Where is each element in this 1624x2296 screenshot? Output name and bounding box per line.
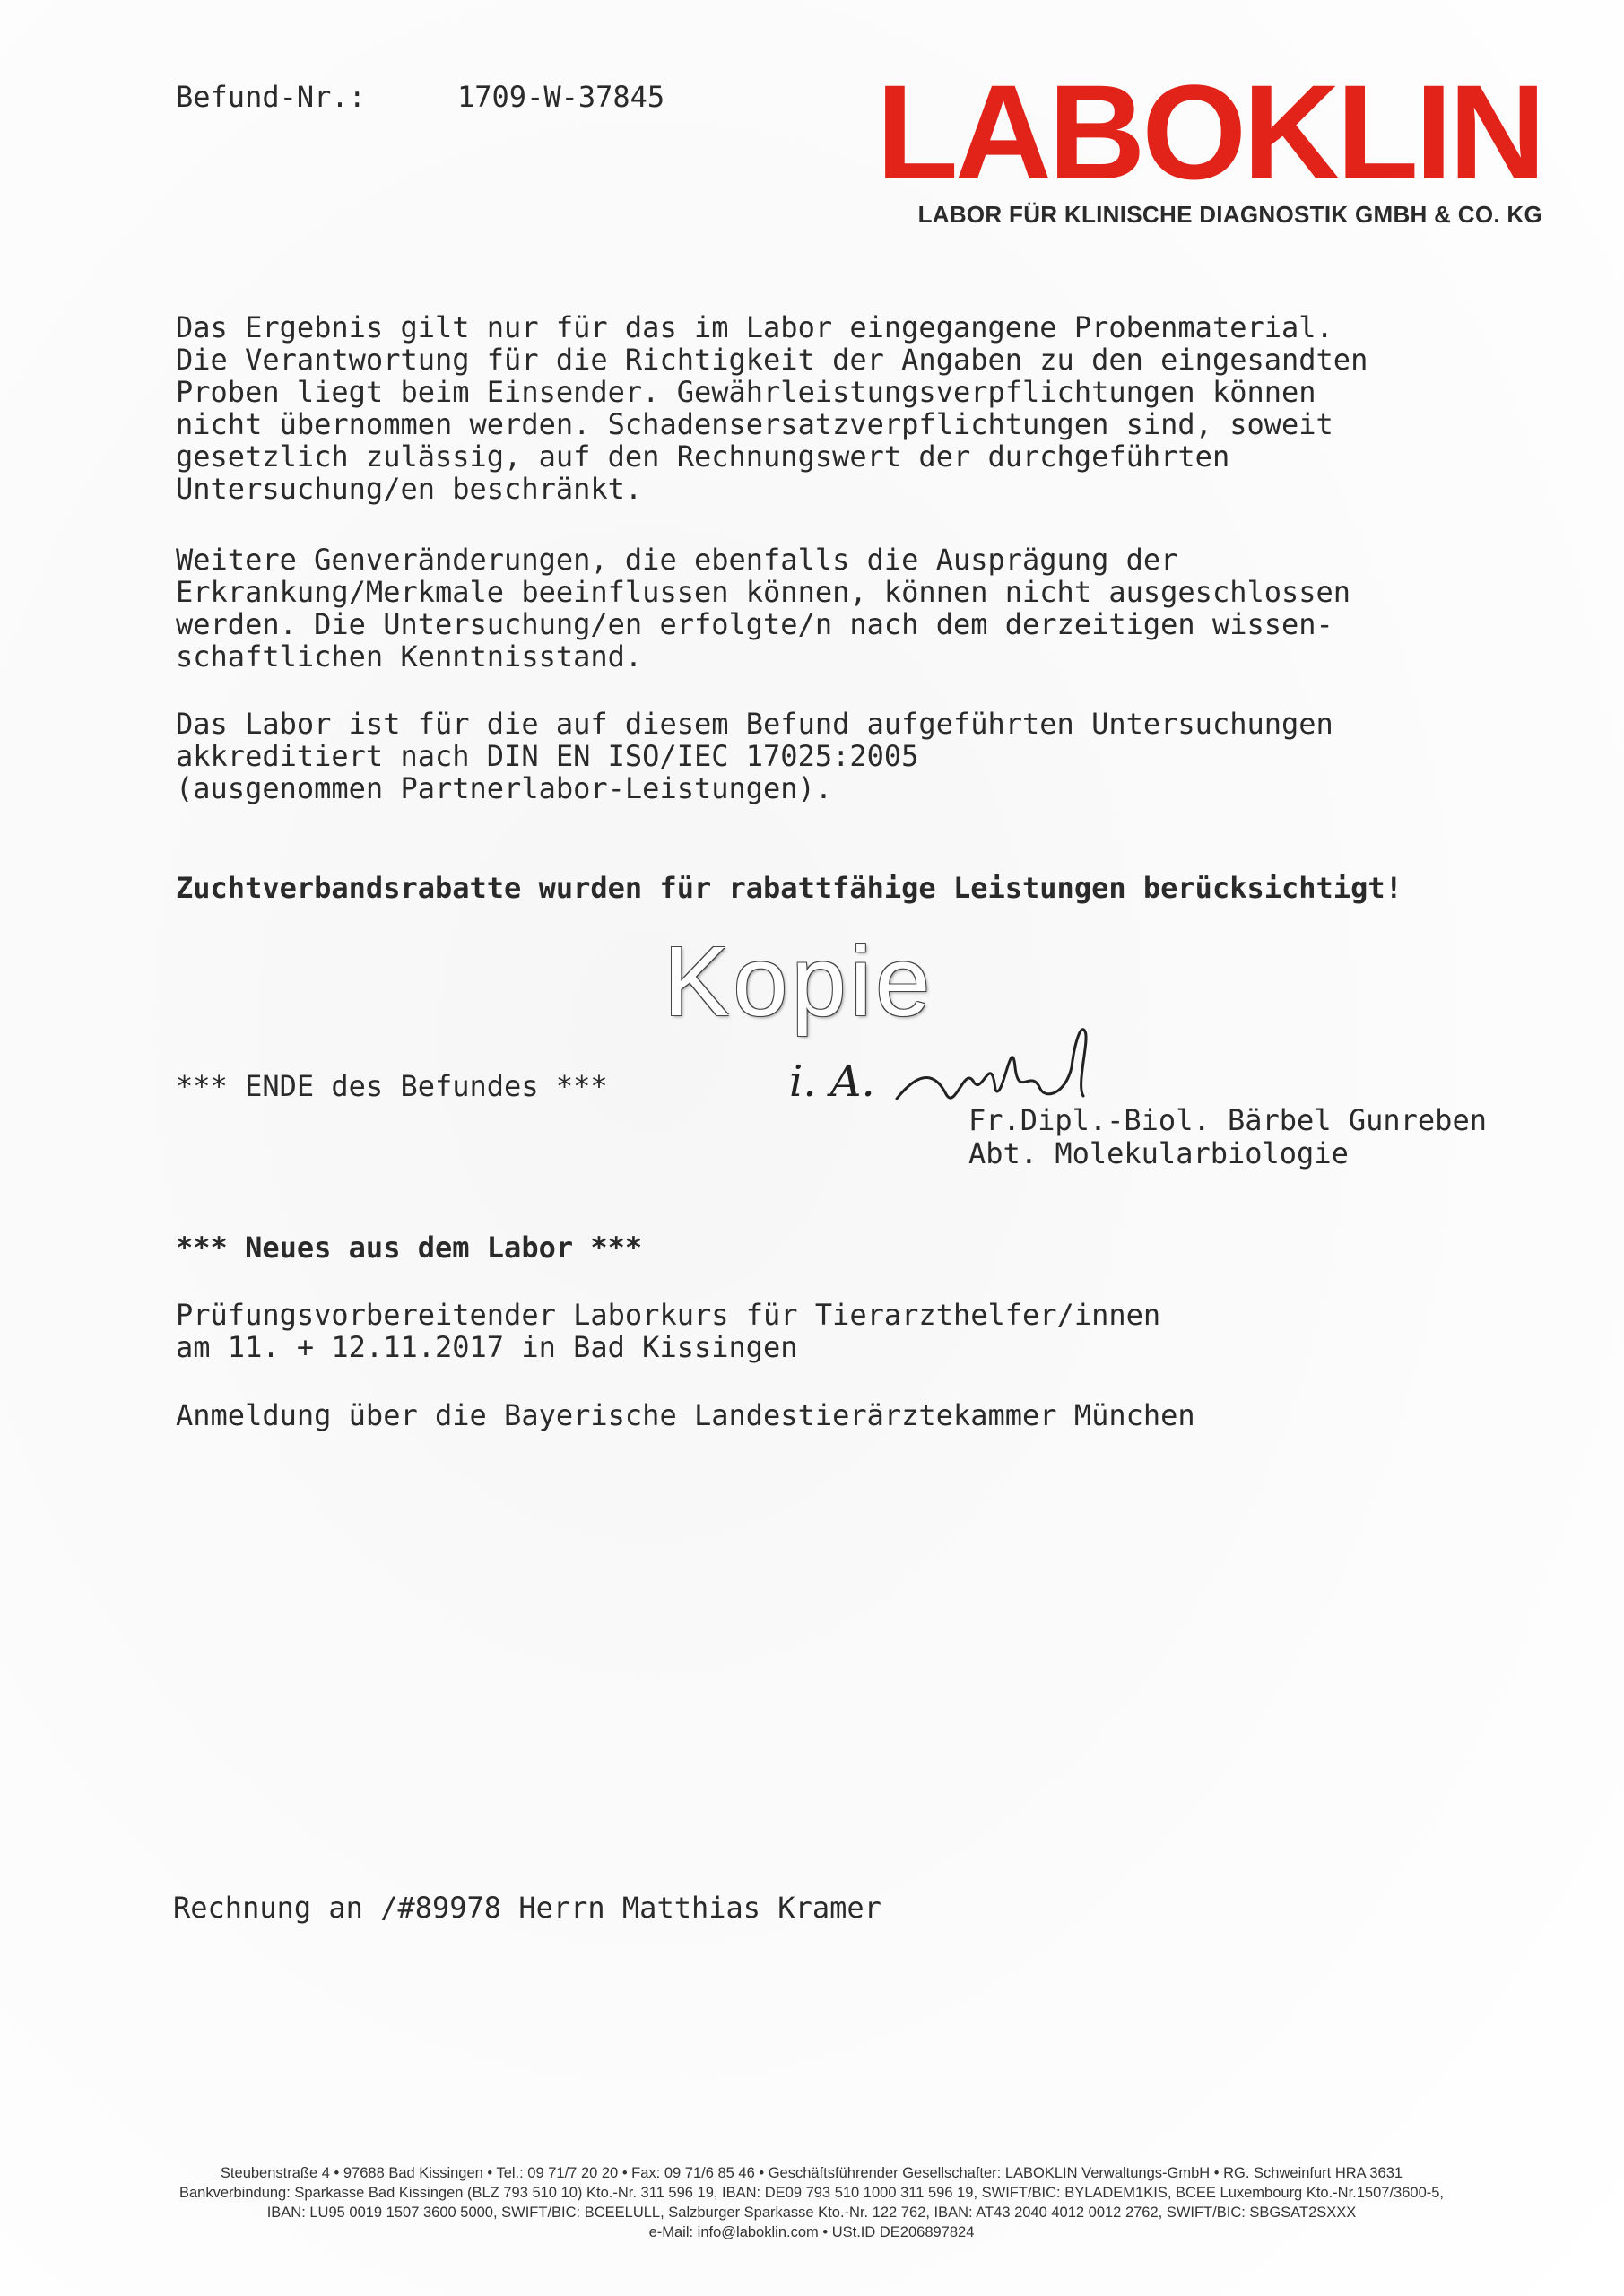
signer-department: Abt. Molekularbiologie bbox=[968, 1136, 1349, 1170]
news-course-line: Prüfungsvorbereitender Laborkurs für Tierarzthelfer/innen bbox=[176, 1298, 1161, 1332]
copy-stamp: Kopie bbox=[664, 926, 934, 1037]
disclaimer-paragraph: Das Ergebnis gilt nur für das im Labor eingegangene Probenmaterial. Die Verantwortung für die Richtigkeit der Angaben zu den eingesandten Proben liegt beim Einsender. Gewährleistungsverpflichtungen können nicht übernommen werden. Schadensersatzverpflichtungen sind, soweit gesetzlich zulässig, auf den Rechnungswert der durchgeführten Untersuchung/en beschränkt. bbox=[176, 310, 1368, 506]
logo-wordmark: LABOKLIN bbox=[876, 57, 1542, 207]
signature-prefix: i. A. bbox=[789, 1057, 875, 1107]
handwritten-signature bbox=[780, 1013, 1426, 1112]
discount-notice: Zuchtverbandsrabatte wurden für rabattfähige Leistungen berücksichtigt! bbox=[176, 871, 1403, 905]
laboklin-logo bbox=[825, 57, 1542, 228]
letterhead-footer bbox=[54, 2163, 1569, 2242]
end-of-report: *** ENDE des Befundes *** bbox=[176, 1069, 608, 1103]
footer-iban-line: IBAN: LU95 0019 1507 3600 5000, SWIFT/BIC: BCEELULL, Salzburger Sparkasse Kto.-Nr. 122 762, IBAN: AT43 2040 4012 0012 2762, SWIFT/BIC: SBGSAT2SXXX bbox=[266, 2205, 1357, 2221]
signer-name: Fr.Dipl.-Biol. Bärbel Gunreben bbox=[968, 1103, 1487, 1137]
footer-bank-line: Bankverbindung: Sparkasse Bad Kissingen (BLZ 793 510 10) Kto.-Nr. 311 596 19, IBAN: DE09 793 510 1000 311 596 19, SWIFT/BIC: BYLADEM1KIS, BCEE Luxembourg Kto.-Nr.1507/3600-5, bbox=[178, 2185, 1445, 2201]
logo-subtitle: LABOR FÜR KLINISCHE DIAGNOSTIK GMBH & CO. KG bbox=[917, 201, 1542, 228]
news-registration-line: Anmeldung über die Bayerische Landestierärztekammer München bbox=[176, 1398, 1195, 1432]
footer-contact-line: e-Mail: info@laboklin.com • USt.ID DE206897824 bbox=[648, 2224, 975, 2240]
accreditation-paragraph: Das Labor ist für die auf diesem Befund aufgeführten Untersuchungen akkreditiert nach DIN EN ISO/IEC 17025:2005 (ausgenommen Partnerlabor-Leistungen). bbox=[176, 707, 1333, 805]
footer-address-line: Steubenstraße 4 • 97688 Bad Kissingen • Tel.: 09 71/7 20 20 • Fax: 09 71/6 85 46 • Geschäftsführender Gesellschafter: LABOKLIN Verwaltungs-GmbH • RG. Schweinfurt HRA 3631 bbox=[220, 2165, 1403, 2181]
genetics-paragraph: Weitere Genveränderungen, die ebenfalls die Ausprägung der Erkrankung/Merkmale beeinflussen können, können nicht ausgeschlossen werden. Die Untersuchung/en erfolgte/n nach dem derzeitigen wissen- schaftlichen Kenntnisstand. bbox=[176, 543, 1351, 674]
invoice-recipient: Rechnung an /#89978 Herrn Matthias Kramer bbox=[173, 1891, 881, 1925]
news-date-line: am 11. + 12.11.2017 in Bad Kissingen bbox=[176, 1330, 798, 1364]
news-heading: *** Neues aus dem Labor *** bbox=[176, 1231, 643, 1265]
befund-number-value: 1709-W-37845 bbox=[457, 80, 665, 114]
befund-number-label: Befund-Nr.: bbox=[176, 80, 366, 114]
